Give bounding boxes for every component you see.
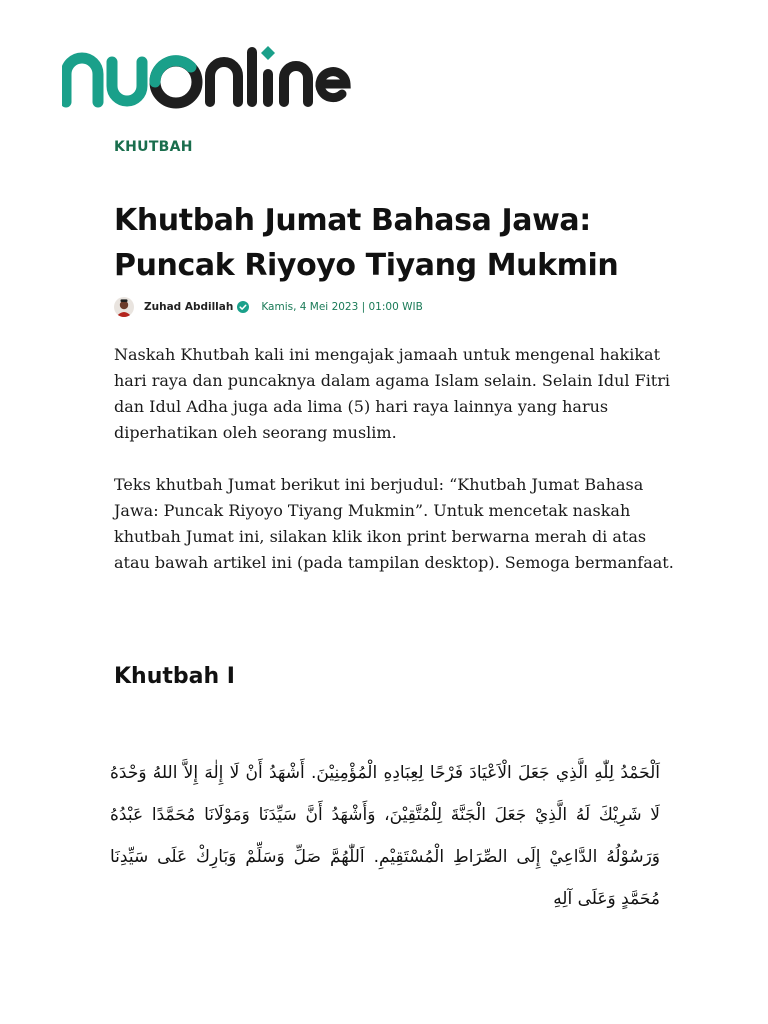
category-link[interactable]: KHUTBAH — [114, 139, 193, 155]
publish-date: Kamis, 4 Mei 2023 | 01:00 WIB — [261, 301, 423, 313]
verified-check-icon — [237, 301, 249, 313]
avatar-icon — [114, 297, 134, 317]
intro-paragraph: Naskah Khutbah kali ini mengajak jamaah untuk mengenal hakikat hari raya dan puncaknya dalam agama Islam selain. Selain Idul Fitri dan Idul Adha juga ada lima (5) hari raya lainnya yang harus diperhatikan oleh seorang muslim. — [114, 345, 670, 442]
arabic-khutbah-text: اَلْحَمْدُ لِلّٰهِ الَّذِي جَعَلَ الْاَعْيَادَ فَرْحًا لِعِبَادِهِ الْمُؤْمِنِيْنَ. أَشْهَدُ أَنْ لَا إِلٰهَ إِلاَّ اللهُ وَحْدَهُ لَا شَرِيْكَ لَهُ الَّذِيْ جَعَلَ الْجَنَّةَ لِلْمُتَّقِيْنَ، وَأَشْهَدُ أَنَّ سَيِّدَنَا وَمَوْلَانَا مُحَمَّدًا عَبْدُهُ وَرَسُوْلُهُ الدَّاعِيْ إِلَى الصِّرَاطِ الْمُسْتَقِيْمِ. اَللّٰهُمَّ صَلِّ وَسَلِّمْ وَبَارِكْ عَلَى سَيِّدِنَا مُحَمَّدٍ وَعَلَى آلِهِ — [110, 763, 660, 909]
author-avatar[interactable] — [114, 297, 134, 317]
instruction-paragraph: Teks khutbah Jumat berikut ini berjudul: “Khutbah Jumat Bahasa Jawa: Puncak Riyoyo Tiyang Mukmin”. Untuk mencetak naskah khutbah Jumat ini, silakan klik ikon print berwarna merah di atas atau bawah artikel ini (pada tampilan desktop). Semoga bermanfaat. — [114, 475, 674, 572]
article-title: Khutbah Jumat Bahasa Jawa: Puncak Riyoyo Tiyang Mukmin — [114, 203, 619, 283]
site-logo[interactable] — [62, 40, 352, 112]
author-name[interactable]: Zuhad Abdillah — [144, 301, 234, 313]
byline — [114, 296, 423, 318]
section-heading: Khutbah I — [114, 664, 235, 689]
nuonline-logo-icon — [62, 40, 352, 112]
